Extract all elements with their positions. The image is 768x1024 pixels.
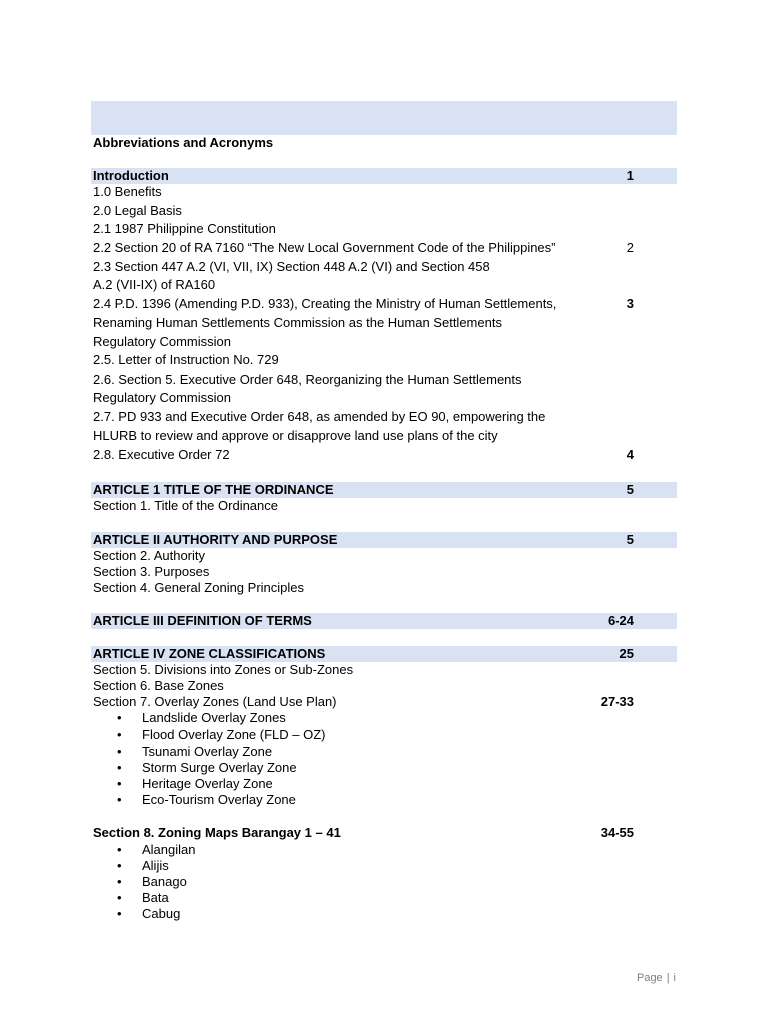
bullet-marker: • <box>117 776 122 791</box>
bullet-item <box>91 776 677 792</box>
bullet-item <box>91 890 677 906</box>
bullet-marker: • <box>117 744 122 759</box>
toc-entry <box>91 694 677 710</box>
bullet-item <box>91 727 677 743</box>
toc-entry-text: 2.8. Executive Order 72 <box>93 447 230 462</box>
bullet-item <box>91 874 677 890</box>
toc-entry <box>91 315 677 331</box>
toc-entry <box>91 259 677 275</box>
bullet-marker: • <box>117 906 122 921</box>
article-page-number: 6-24 <box>607 613 634 628</box>
toc-entry <box>91 548 677 564</box>
toc-entry <box>91 296 677 312</box>
toc-entry-text: Section 4. General Zoning Principles <box>93 580 305 595</box>
footer-page-label: Page <box>636 972 663 984</box>
toc-entry-text: 2.3 Section 447 A.2 (VI, VII, IX) Section 448 A.2 (VI) and Section 458 <box>93 259 490 274</box>
bullet-marker: • <box>117 858 122 873</box>
toc-entry <box>91 498 677 514</box>
bullet-text: Flood Overlay Zone (FLD – OZ) <box>142 727 326 742</box>
toc-entry-page-number: 3 <box>626 296 634 311</box>
bullet-text: Eco-Tourism Overlay Zone <box>142 792 296 807</box>
bullet-marker: • <box>117 760 122 775</box>
article-page-number: 5 <box>626 532 634 547</box>
toc-entry <box>91 409 677 425</box>
bullet-text: Heritage Overlay Zone <box>142 776 273 791</box>
toc-entry <box>91 564 677 580</box>
bullet-text: Cabug <box>142 906 181 921</box>
bullet-marker: • <box>117 727 122 742</box>
toc-entry-text: Section 5. Divisions into Zones or Sub-Zones <box>93 662 354 677</box>
bullet-text: Landslide Overlay Zones <box>142 710 286 725</box>
toc-entry-text: Section 1. Title of the Ordinance <box>93 498 278 513</box>
footer-separator: | <box>666 972 670 984</box>
bullet-text: Tsunami Overlay Zone <box>142 744 273 759</box>
bullet-marker: • <box>117 842 122 857</box>
toc-entry-page-number: 27-33 <box>600 694 634 709</box>
toc-entry-text: 2.6. Section 5. Executive Order 648, Reorganizing the Human Settlements <box>93 372 522 387</box>
toc-entry <box>91 678 677 694</box>
article-page-number: 5 <box>626 482 634 497</box>
section-8-row <box>91 825 677 841</box>
bullet-text: Bata <box>142 890 169 905</box>
article-title: ARTICLE II AUTHORITY AND PURPOSE <box>93 532 338 547</box>
toc-entry <box>91 447 677 463</box>
introduction-page-number: 1 <box>626 168 634 183</box>
toc-entry-text: Section 3. Purposes <box>93 564 210 579</box>
toc-entry-text: 1.0 Benefits <box>93 184 162 199</box>
toc-entry-text: Section 6. Base Zones <box>93 678 224 693</box>
article-2-band <box>91 532 677 548</box>
toc-row-abbreviations <box>91 135 677 151</box>
article-4-band <box>91 646 677 662</box>
header-band <box>91 101 677 135</box>
article-title: ARTICLE III DEFINITION OF TERMS <box>93 613 312 628</box>
toc-entry-page-number: 4 <box>626 447 634 462</box>
bullet-marker: • <box>117 792 122 807</box>
bullet-item <box>91 710 677 726</box>
toc-entry-text: Section 2. Authority <box>93 548 206 563</box>
toc-entry <box>91 221 677 237</box>
footer-page-number: i <box>673 972 676 984</box>
section-8-page-number: 34-55 <box>600 825 634 840</box>
bullet-marker: • <box>117 890 122 905</box>
bullet-item <box>91 792 677 808</box>
introduction-title: Introduction <box>93 168 169 183</box>
toc-entry-text: Regulatory Commission <box>93 334 231 349</box>
toc-entry-text: 2.4 P.D. 1396 (Amending P.D. 933), Creating the Ministry of Human Settlements, <box>93 296 557 311</box>
bullet-marker: • <box>117 710 122 725</box>
toc-entry-text: 2.0 Legal Basis <box>93 203 182 218</box>
toc-entry <box>91 352 677 368</box>
toc-entry <box>91 240 677 256</box>
bullet-text: Alijis <box>142 858 169 873</box>
article-title: ARTICLE 1 TITLE OF THE ORDINANCE <box>93 482 334 497</box>
toc-entry-page-number: 2 <box>626 240 634 255</box>
toc-entry <box>91 203 677 219</box>
bullet-text: Alangilan <box>142 842 196 857</box>
toc-entry-text: 2.5. Letter of Instruction No. 729 <box>93 352 279 367</box>
bullet-item <box>91 760 677 776</box>
toc-entry-text: 2.7. PD 933 and Executive Order 648, as amended by EO 90, empowering the <box>93 409 546 424</box>
toc-entry-text: 2.1 1987 Philippine Constitution <box>93 221 276 236</box>
toc-entry <box>91 334 677 350</box>
bullet-item <box>91 744 677 760</box>
toc-entry <box>91 390 677 406</box>
toc-entry <box>91 428 677 444</box>
toc-entry <box>91 277 677 293</box>
bullet-text: Banago <box>142 874 187 889</box>
toc-entry <box>91 662 677 678</box>
toc-entry-text: A.2 (VII-IX) of RA160 <box>93 277 216 292</box>
article-1-band <box>91 482 677 498</box>
bullet-text: Storm Surge Overlay Zone <box>142 760 297 775</box>
toc-entry-text: 2.2 Section 20 of RA 7160 “The New Local Government Code of the Philippines” <box>93 240 556 255</box>
article-page-number: 25 <box>619 646 634 661</box>
abbreviations-heading: Abbreviations and Acronyms <box>93 135 274 150</box>
bullet-item <box>91 858 677 874</box>
bullet-item <box>91 906 677 922</box>
toc-entry-text: Section 7. Overlay Zones (Land Use Plan) <box>93 694 337 709</box>
toc-entry <box>91 184 677 200</box>
toc-entry-text: Renaming Human Settlements Commission as the Human Settlements <box>93 315 502 330</box>
bullet-marker: • <box>117 874 122 889</box>
article-title: ARTICLE IV ZONE CLASSIFICATIONS <box>93 646 326 661</box>
section-8-title: Section 8. Zoning Maps Barangay 1 – 41 <box>93 825 341 840</box>
article-3-band <box>91 613 677 629</box>
introduction-band <box>91 168 677 184</box>
toc-entry <box>91 372 677 388</box>
toc-entry-text: Regulatory Commission <box>93 390 231 405</box>
toc-entry-text: HLURB to review and approve or disapprove land use plans of the city <box>93 428 498 443</box>
page-footer <box>637 970 676 986</box>
bullet-item <box>91 842 677 858</box>
toc-entry <box>91 580 677 596</box>
